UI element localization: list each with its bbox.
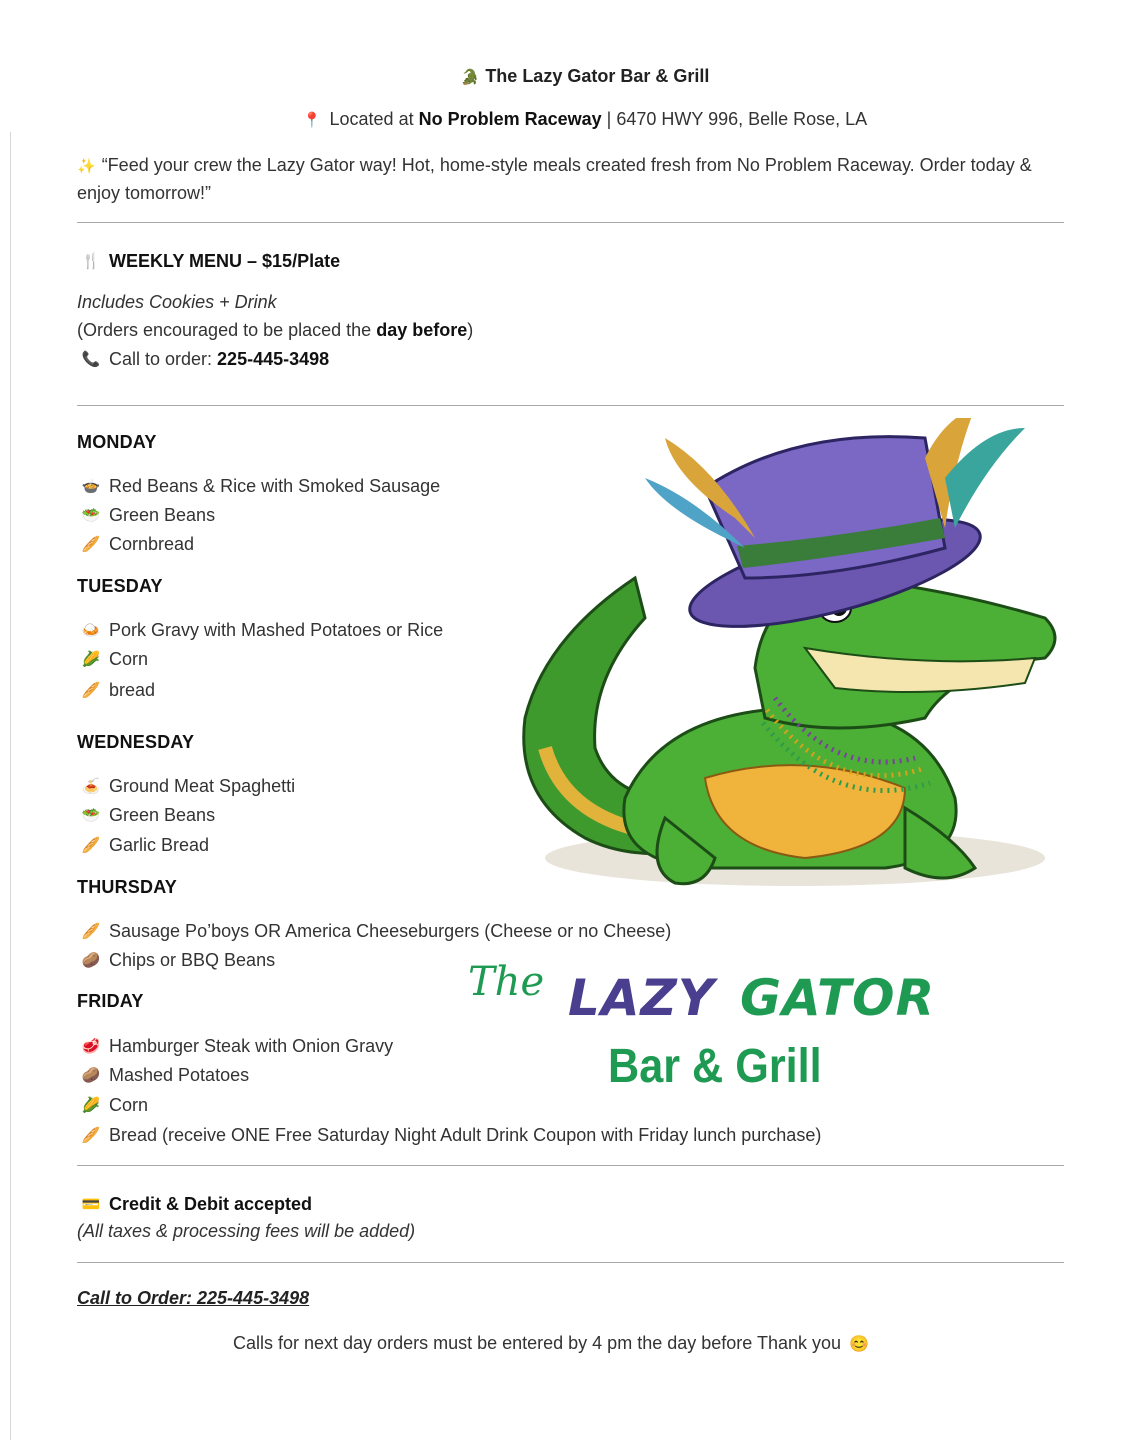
stew-icon: 🍲 bbox=[81, 478, 101, 495]
payment-heading: 💳 Credit & Debit accepted bbox=[81, 1194, 313, 1214]
divider bbox=[77, 405, 1064, 406]
alligator-icon: 🐊 bbox=[460, 69, 480, 86]
call-to-order-link[interactable]: Call to Order: 225-445-3498 bbox=[77, 1288, 310, 1308]
list-item: 🌽 Corn bbox=[81, 1095, 149, 1115]
bread-icon: 🥖 bbox=[81, 536, 101, 553]
order-cutoff-note: Calls for next day orders must be entered by 4 pm the day before Thank you 😊 bbox=[233, 1333, 869, 1353]
location-line: 📍 Located at No Problem Raceway | 6470 HWY 996, Belle Rose, LA bbox=[302, 109, 868, 129]
gator-mascot-icon bbox=[505, 418, 1070, 908]
phone-number[interactable]: 225-445-3498 bbox=[217, 349, 330, 369]
corn-icon: 🌽 bbox=[81, 1097, 101, 1114]
list-item: 🥖 Cornbread bbox=[81, 534, 195, 554]
divider bbox=[77, 1262, 1064, 1263]
logo-gator: GATOR bbox=[740, 969, 936, 1027]
salad-icon: 🥗 bbox=[81, 807, 101, 824]
day-heading-friday: FRIDAY bbox=[77, 991, 144, 1011]
menu-heading: 🍴 WEEKLY MENU – $15/Plate bbox=[81, 251, 341, 271]
day-heading-monday: MONDAY bbox=[77, 432, 157, 452]
bread-icon: 🥖 bbox=[81, 837, 101, 854]
lazy-gator-logo bbox=[460, 955, 1000, 1105]
list-item: 🌽 Corn bbox=[81, 649, 149, 669]
tagline: ✨ “Feed your crew the Lazy Gator way! Hot, home-style meals created fresh from No Problem Raceway. Order today & enjoy tomorrow!” bbox=[77, 155, 1032, 203]
logo-the: The bbox=[468, 959, 545, 1005]
order-advice: (Orders encouraged to be placed the day before) bbox=[77, 320, 474, 340]
list-item: 🍝 Ground Meat Spaghetti bbox=[81, 776, 296, 796]
day-heading-tuesday: TUESDAY bbox=[77, 576, 163, 596]
bread-icon: 🥖 bbox=[81, 923, 101, 940]
list-item: 🥩 Hamburger Steak with Onion Gravy bbox=[81, 1036, 394, 1056]
day-heading-wednesday: WEDNESDAY bbox=[77, 732, 195, 752]
list-item: 🍲 Red Beans & Rice with Smoked Sausage bbox=[81, 476, 441, 496]
gravy-plate-icon: 🍛 bbox=[81, 622, 101, 639]
page-title: 🐊 The Lazy Gator Bar & Grill bbox=[460, 66, 710, 86]
spaghetti-icon: 🍝 bbox=[81, 778, 101, 795]
fees-note: (All taxes & processing fees will be added) bbox=[77, 1221, 416, 1241]
pin-icon: 📍 bbox=[302, 112, 322, 129]
list-item: 🥔 Chips or BBQ Beans bbox=[81, 950, 276, 970]
list-item: 🥗 Green Beans bbox=[81, 805, 216, 825]
sparkles-icon: ✨ bbox=[77, 158, 96, 175]
bread-icon: 🥖 bbox=[81, 682, 101, 699]
list-item: 🥖 Sausage Po’boys OR America Cheeseburgers (Cheese or no Cheese) bbox=[81, 921, 672, 941]
call-line: 📞 Call to order: 225-445-3498 bbox=[81, 349, 330, 369]
list-item: 🥖 bread bbox=[81, 680, 156, 700]
phone-icon: 📞 bbox=[81, 351, 101, 368]
list-item: 🍛 Pork Gravy with Mashed Potatoes or Rice bbox=[81, 620, 444, 640]
list-item: 🥔 Mashed Potatoes bbox=[81, 1065, 250, 1085]
credit-card-icon: 💳 bbox=[81, 1196, 101, 1213]
day-heading-thursday: THURSDAY bbox=[77, 877, 177, 897]
potato-icon: 🥔 bbox=[81, 952, 101, 969]
list-item: 🥖 Garlic Bread bbox=[81, 835, 210, 855]
corn-icon: 🌽 bbox=[81, 651, 101, 668]
divider bbox=[77, 1165, 1064, 1166]
steak-icon: 🥩 bbox=[81, 1038, 101, 1055]
divider bbox=[77, 222, 1064, 223]
smiling-face-icon: 😊 bbox=[849, 1336, 869, 1353]
bread-icon: 🥖 bbox=[81, 1127, 101, 1144]
logo-lazy: LAZY bbox=[568, 969, 716, 1027]
list-item: 🥗 Green Beans bbox=[81, 505, 216, 525]
fork-knife-icon: 🍴 bbox=[81, 253, 101, 270]
list-item: 🥖 Bread (receive ONE Free Saturday Night Adult Drink Coupon with Friday lunch purchase) bbox=[81, 1125, 822, 1145]
gator-mascot-illustration bbox=[505, 418, 1070, 908]
logo-bar-grill: Bar & Grill bbox=[608, 1040, 822, 1093]
includes-note: Includes Cookies + Drink bbox=[77, 292, 277, 312]
page-edge bbox=[10, 132, 11, 1440]
salad-icon: 🥗 bbox=[81, 507, 101, 524]
potato-icon: 🥔 bbox=[81, 1067, 101, 1084]
